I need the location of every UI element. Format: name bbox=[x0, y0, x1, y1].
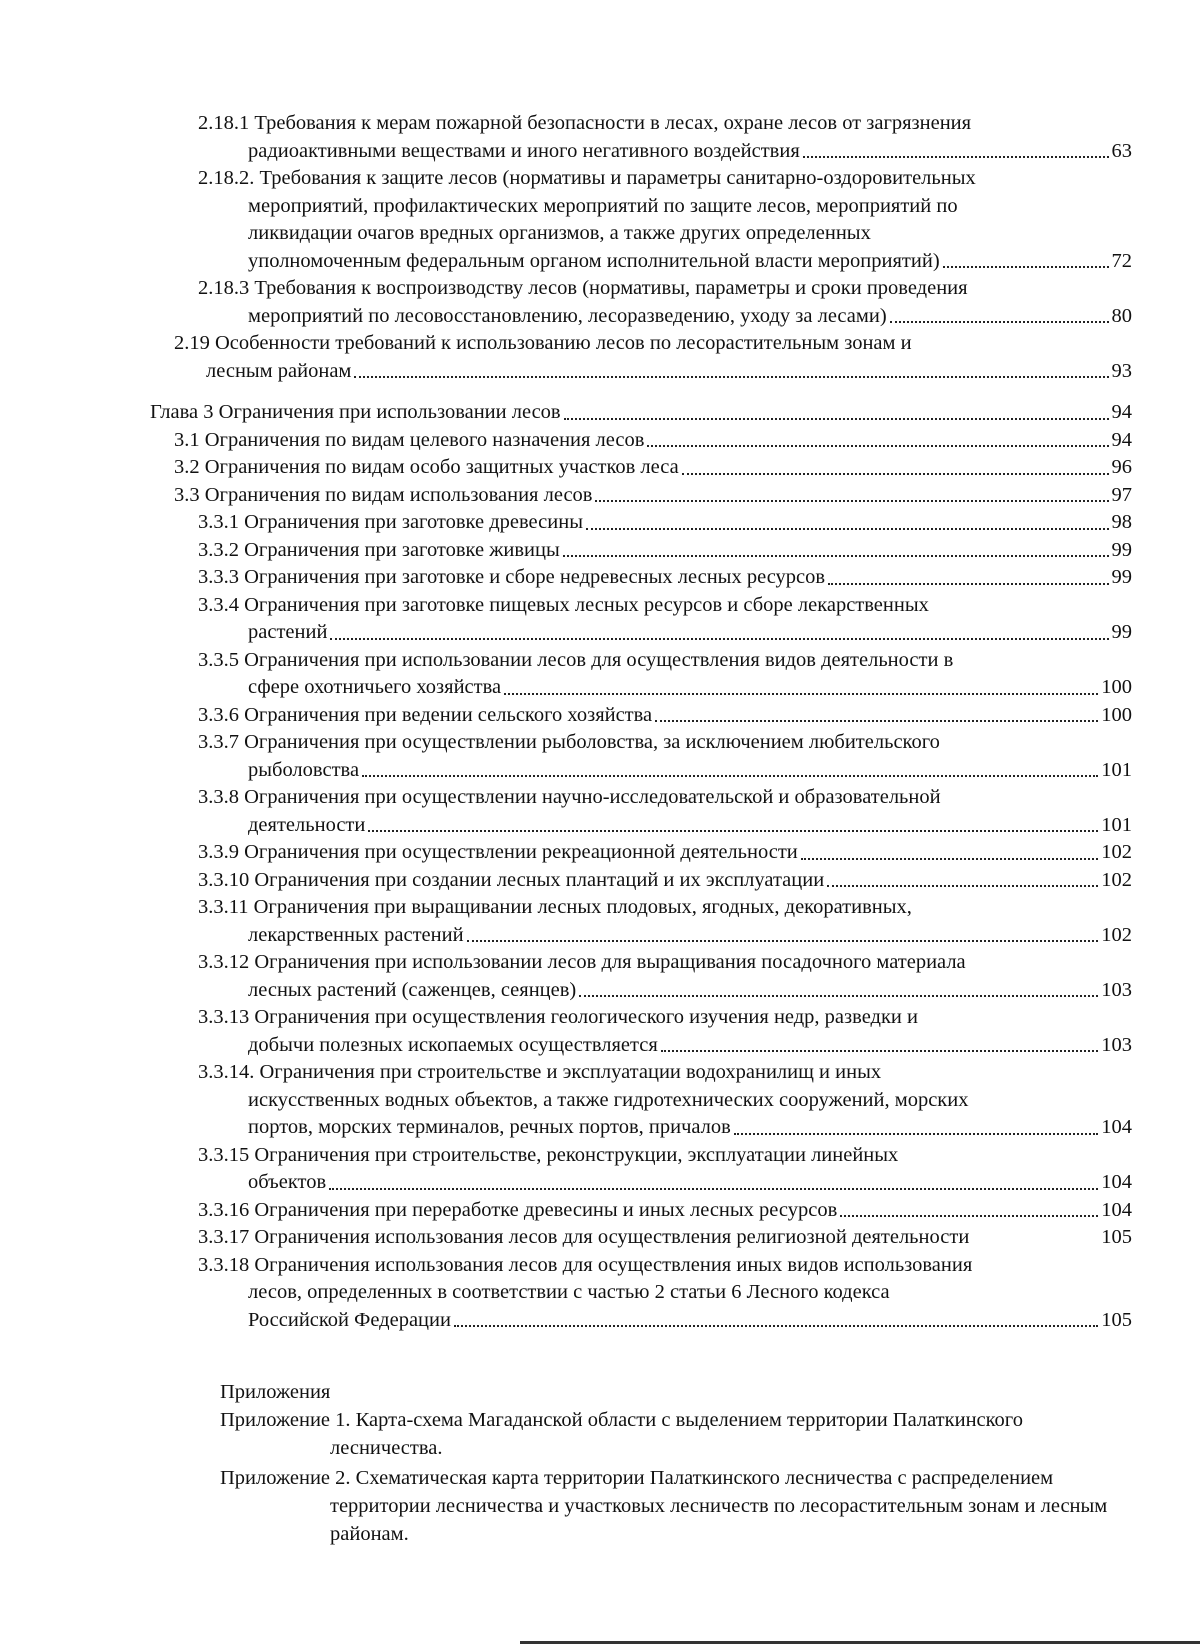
toc-entry[interactable] bbox=[150, 1252, 1132, 1335]
toc-page-number: 101 bbox=[1101, 758, 1132, 781]
dot-leader bbox=[890, 320, 1109, 323]
toc-entry-text: 3.3.18 Ограничения использования лесов для осуществления иных видов использования bbox=[198, 1253, 973, 1276]
toc-entry-text: объектов bbox=[248, 1171, 327, 1193]
toc-page-number: 102 bbox=[1101, 868, 1132, 891]
dot-leader bbox=[801, 857, 1098, 860]
toc-entry-text: радиоактивными веществами и иного негативного воздействия bbox=[248, 139, 800, 162]
toc-entry-text: рыболовства bbox=[248, 758, 360, 781]
dot-leader bbox=[467, 939, 1099, 942]
toc-entry-text: лесных растений (саженцев, сеянцев) bbox=[248, 978, 577, 1001]
toc-entry[interactable] bbox=[150, 330, 1132, 385]
toc-entry-text: 3.3.8 Ограничения при осуществлении научно-исследовательской и образовательной bbox=[198, 786, 941, 808]
toc-page-number: 63 bbox=[1111, 139, 1132, 162]
toc-entry-text: лесов, определенных в соответствии с частью 2 статьи 6 Лесного кодекса bbox=[248, 1281, 890, 1303]
dot-leader bbox=[504, 692, 1098, 695]
appendices-section bbox=[220, 1378, 1132, 1550]
toc-entry[interactable] bbox=[150, 454, 1132, 482]
toc-entry-text: мероприятий, профилактических мероприятий по защите лесов, мероприятий по bbox=[248, 194, 958, 217]
dot-leader bbox=[734, 1132, 1098, 1135]
toc-entry[interactable] bbox=[150, 647, 1132, 702]
toc-entry-text: 3.3.7 Ограничения при осуществлении рыболовства, за исключением любительского bbox=[198, 731, 940, 753]
toc-entry[interactable] bbox=[150, 702, 1132, 730]
dot-leader bbox=[943, 265, 1109, 268]
toc-entry-text: 2.18.1 Требования к мерам пожарной безопасности в лесах, охране лесов от загрязнения bbox=[198, 112, 972, 134]
toc-entry-text: 3.3.1 Ограничения при заготовке древесины bbox=[198, 511, 583, 533]
toc-entry[interactable] bbox=[150, 1004, 1132, 1059]
toc-page-number: 102 bbox=[1101, 923, 1132, 946]
toc-entry[interactable] bbox=[150, 839, 1132, 867]
toc-entry[interactable] bbox=[150, 482, 1132, 510]
toc-page-number: 94 bbox=[1111, 401, 1132, 423]
toc-entry-text: 2.18.2. Требования к защите лесов (нормативы и параметры санитарно-оздоровительных bbox=[198, 167, 976, 189]
toc-page-number: 97 bbox=[1111, 483, 1132, 506]
toc-page-number: 80 bbox=[1111, 304, 1132, 327]
appendices-title: Приложения bbox=[220, 1381, 331, 1403]
dot-leader bbox=[682, 472, 1109, 475]
toc-entry[interactable] bbox=[150, 784, 1132, 839]
dot-leader bbox=[354, 375, 1108, 378]
dot-leader bbox=[330, 637, 1108, 640]
toc-page-number: 72 bbox=[1111, 249, 1132, 272]
dot-leader bbox=[579, 994, 1098, 997]
toc-page-number: 102 bbox=[1101, 841, 1132, 863]
toc-entry-text: 3.3.9 Ограничения при осуществлении рекреационной деятельности bbox=[198, 841, 798, 863]
toc-page-number: 103 bbox=[1101, 978, 1132, 1001]
toc-entry-text: 3.3.12 Ограничения при использовании лесов для выращивания посадочного материала bbox=[198, 951, 966, 973]
toc-page-number: 96 bbox=[1111, 456, 1132, 478]
toc-entry-text: 3.3.4 Ограничения при заготовке пищевых лесных ресурсов и сборе лекарственных bbox=[198, 593, 929, 616]
toc-page-number: 99 bbox=[1111, 538, 1132, 561]
toc-entry[interactable] bbox=[150, 564, 1132, 592]
dot-leader bbox=[840, 1214, 1098, 1217]
toc-entry[interactable] bbox=[150, 1197, 1132, 1225]
dot-leader bbox=[661, 1049, 1098, 1052]
dot-leader bbox=[803, 155, 1109, 158]
toc-entry[interactable] bbox=[150, 894, 1132, 949]
toc-entry[interactable] bbox=[150, 509, 1132, 537]
toc-page-number: 98 bbox=[1111, 511, 1132, 533]
toc-entry[interactable] bbox=[150, 729, 1132, 784]
toc-entry[interactable] bbox=[150, 537, 1132, 565]
dot-leader bbox=[329, 1187, 1098, 1190]
toc-entry-text: 2.19 Особенности требований к использованию лесов по лесорастительным зонам и bbox=[174, 332, 912, 354]
toc-page-number: 104 bbox=[1101, 1171, 1132, 1193]
toc-entry-text: 3.3.5 Ограничения при использовании лесов для осуществления видов деятельности в bbox=[198, 648, 954, 671]
toc-entry-text: деятельности bbox=[248, 813, 366, 836]
toc-entry-text: 3.3 Ограничения по видам использования лесов bbox=[174, 483, 593, 506]
toc-page-number: 104 bbox=[1101, 1198, 1132, 1221]
toc-entry-text: 3.3.10 Ограничения при создании лесных плантаций и их эксплуатации bbox=[198, 868, 825, 891]
toc-entry-text: 3.3.13 Ограничения при осуществления геологического изучения недр, разведки и bbox=[198, 1006, 918, 1028]
toc-entry-text: сфере охотничьего хозяйства bbox=[248, 676, 502, 698]
toc-page-number: 105 bbox=[1101, 1308, 1132, 1331]
toc-entry[interactable] bbox=[150, 427, 1132, 455]
toc-page-number: 104 bbox=[1101, 1116, 1132, 1138]
toc-page-number: 105 bbox=[1101, 1226, 1132, 1248]
toc-page-number: 103 bbox=[1101, 1033, 1132, 1056]
toc-entry-text: портов, морских терминалов, речных портов, причалов bbox=[248, 1116, 731, 1138]
toc-entry-text: 2.18.3 Требования к воспроизводству лесов (нормативы, параметры и сроки проведения bbox=[198, 277, 968, 299]
toc-page-number: 101 bbox=[1101, 813, 1132, 836]
toc-entry[interactable] bbox=[150, 1059, 1132, 1142]
toc-entry-text: лесным районам bbox=[206, 359, 352, 382]
toc-entry-text: Российской Федерации bbox=[248, 1308, 451, 1331]
dot-leader bbox=[827, 884, 1098, 887]
toc-entry[interactable] bbox=[150, 399, 1132, 427]
toc-gap bbox=[150, 385, 1132, 399]
toc-entry-text: 3.3.11 Ограничения при выращивании лесных плодовых, ягодных, декоративных, bbox=[198, 896, 912, 918]
toc-entry-text: ликвидации очагов вредных организмов, а также других определенных bbox=[248, 222, 871, 244]
dot-leader bbox=[655, 719, 1098, 722]
toc-entry[interactable] bbox=[150, 592, 1132, 647]
toc-page-number: 93 bbox=[1111, 359, 1132, 382]
toc-entry-text: Глава 3 Ограничения при использовании лесов bbox=[150, 401, 561, 423]
toc-entry[interactable] bbox=[150, 949, 1132, 1004]
toc-entry-text: 3.3.6 Ограничения при ведении сельского хозяйства bbox=[198, 703, 653, 726]
toc-entry[interactable] bbox=[150, 110, 1132, 165]
toc-page-number: 94 bbox=[1111, 428, 1132, 451]
toc-page-number: 99 bbox=[1111, 566, 1132, 588]
dot-leader bbox=[595, 499, 1108, 502]
dot-leader bbox=[586, 527, 1109, 530]
toc-entry-text: 3.3.3 Ограничения при заготовке и сборе недревесных лесных ресурсов bbox=[198, 566, 826, 588]
toc-entry-text: 3.3.2 Ограничения при заготовке живицы bbox=[198, 538, 560, 561]
toc-entry-text: 3.3.14. Ограничения при строительстве и эксплуатации водохранилищ и иных bbox=[198, 1061, 882, 1083]
toc-entry-text: искусственных водных объектов, а также гидротехнических сооружений, морских bbox=[248, 1088, 969, 1111]
dot-leader bbox=[368, 829, 1098, 832]
dot-leader bbox=[564, 417, 1109, 420]
toc-entry-text: 3.1 Ограничения по видам целевого назначения лесов bbox=[174, 428, 645, 451]
toc-entry[interactable] bbox=[150, 1142, 1132, 1197]
appendix-item: Приложение 2. Схематическая карта территории Палаткинского лесничества с распределением территории лесничества и участковых лесничеств по лесорастительным зонам и лесным районам. bbox=[220, 1467, 1108, 1545]
toc-entry-text: мероприятий по лесовосстановлению, лесоразведению, уходу за лесами) bbox=[248, 304, 887, 327]
toc-entry-text: 3.3.16 Ограничения при переработке древесины и иных лесных ресурсов bbox=[198, 1198, 838, 1221]
dot-leader bbox=[647, 444, 1108, 447]
dot-leader bbox=[454, 1324, 1098, 1327]
toc-page-number: 100 bbox=[1101, 676, 1132, 698]
table-of-contents bbox=[150, 110, 1132, 1334]
toc-entry[interactable] bbox=[150, 165, 1132, 275]
dot-leader bbox=[828, 582, 1108, 585]
appendix-item: Приложение 1. Карта-схема Магаданской области с выделением территории Палаткинского лесничества. bbox=[220, 1409, 1023, 1459]
toc-entry-text: уполномоченным федеральным органом исполнительной власти мероприятий) bbox=[248, 249, 940, 272]
toc-entry-text: лекарственных растений bbox=[248, 923, 464, 946]
toc-entry-text: растений bbox=[248, 621, 328, 643]
toc-entry[interactable] bbox=[150, 275, 1132, 330]
toc-entry-text: 3.3.17 Ограничения использования лесов для осуществления религиозной деятельности bbox=[198, 1226, 970, 1248]
toc-entry-text: добычи полезных ископаемых осуществляется bbox=[248, 1033, 658, 1056]
bottom-rule bbox=[520, 1641, 1200, 1644]
toc-entry[interactable] bbox=[150, 1224, 1132, 1252]
dot-leader bbox=[362, 774, 1098, 777]
toc-entry[interactable] bbox=[150, 867, 1132, 895]
dot-leader bbox=[563, 554, 1109, 557]
toc-entry-text: 3.3.15 Ограничения при строительстве, реконструкции, эксплуатации линейных bbox=[198, 1143, 899, 1166]
toc-page-number: 100 bbox=[1101, 703, 1132, 726]
toc-entry-text: 3.2 Ограничения по видам особо защитных участков леса bbox=[174, 456, 679, 478]
toc-page-number: 99 bbox=[1111, 621, 1132, 643]
